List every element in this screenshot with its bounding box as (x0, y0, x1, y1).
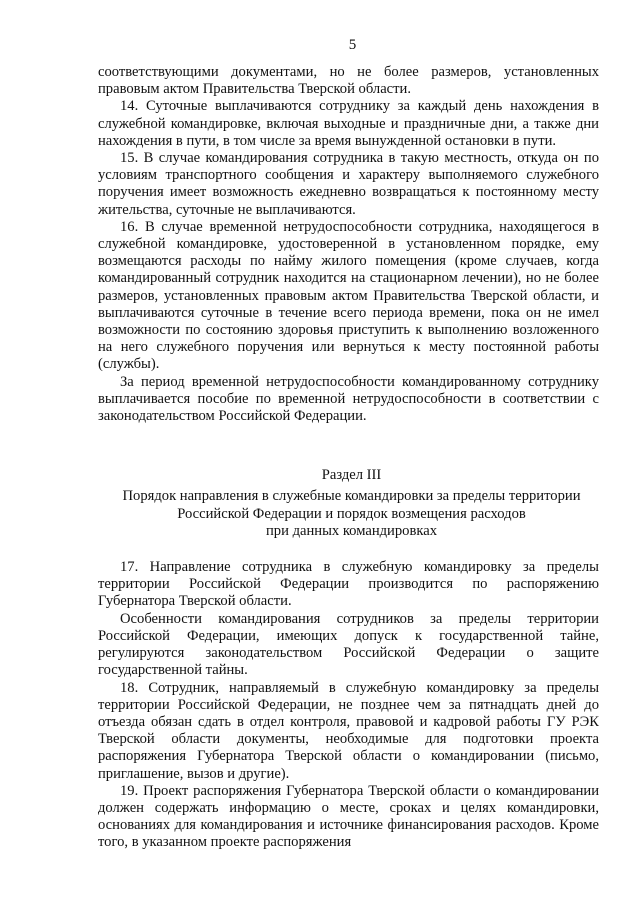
paragraph-17-state-secret: Особенности командирования сотрудников за пределы территории Российской Федерации, имеющих допуск к государственной тайне, регулируются законодательством Российской Федерации о защите государственной тайны. (98, 610, 599, 679)
section-title-line-1: Порядок направления в служебные командировки за пределы территории (122, 488, 581, 505)
paragraph-16: 16. В случае временной нетрудоспособности сотрудника, находящегося в служебной командировке, удостоверенной в установленном порядке, ему возмещаются расходы по найму жилого помещения (кроме случаев, когда командированный сотрудник находится на стационарном лечении), но не более размеров, установленных правовым актом Правительства Тверской области, и выплачиваются суточные в течение всего периода времени, пока он не имел возможности по состоянию здоровья приступить к выполнению возложенного на него служебного поручения или вернуться к месту постоянной работы (службы). (98, 218, 599, 373)
section-number: Раздел III (321, 467, 382, 484)
paragraph-19: 19. Проект распоряжения Губернатора Тверской области о командировании должен содержать информацию о месте, сроках и целях командировки, основаниях для командирования и источнике финансирования расходов. Кроме того, в указанном проекте распоряжения (98, 782, 599, 851)
section-spacer (98, 425, 599, 467)
page-number: 5 (348, 37, 357, 53)
section-title-line-3: при данных командировках (266, 522, 437, 539)
paragraph-14: 14. Суточные выплачиваются сотруднику за каждый день нахождения в служебной командировке, включая выходные и праздничные дни, а также дни нахождения в пути, в том числе за время вынужденной остановки в пути. (98, 98, 599, 149)
paragraph-16-sickness-allowance: За период временной нетрудоспособности командированному сотруднику выплачивается пособие по временной нетрудоспособности в соответствии с законодательством Российской Федерации. (98, 373, 599, 425)
paragraph-15: 15. В случае командирования сотрудника в такую местность, откуда он по условиям транспортного сообщения и характеру выполняемого служебного поручения имеет возможность ежедневно возвращаться к постоянному месту жительства, суточные не выплачиваются. (98, 150, 599, 218)
paragraph-continuation: соответствующими документами, но не более размеров, установленных правовым актом Правительства Тверской области. (98, 64, 599, 98)
section-title-line-2: Российской Федерации и порядок возмещения расходов (177, 505, 526, 522)
section-spacer-small (98, 540, 599, 559)
paragraph-17: 17. Направление сотрудника в служебную командировку за пределы территории Российской Федерации производится по распоряжению Губернатора Тверской области. (98, 559, 599, 610)
paragraph-18: 18. Сотрудник, направляемый в служебную командировку за пределы территории Российской Федерации, не позднее чем за пятнадцать дней до отъезда обязан сдать в отдел контроля, правовой и кадровой работы ГУ РЭК Тверской области документы, необходимые для подготовки проекта распоряжения Губернатора Тверской области о командировании (письмо, приглашение, вызов и другие). (98, 679, 599, 782)
